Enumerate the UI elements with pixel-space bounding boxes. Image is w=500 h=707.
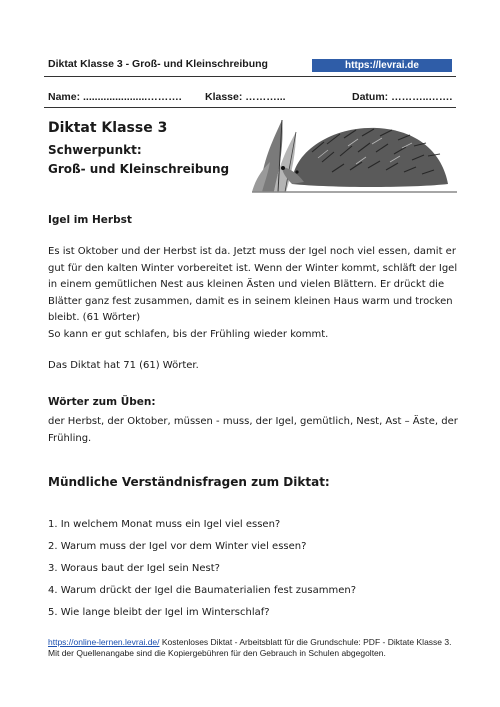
focus-label: Schwerpunkt: — [48, 143, 142, 157]
practice-heading: Wörter zum Üben: — [48, 396, 156, 408]
questions-heading: Mündliche Verständnisfragen zum Diktat: — [48, 475, 330, 489]
practice-line: Frühling. — [48, 432, 92, 444]
question-item: 5. Wie lange bleibt der Igel im Winterschlaf? — [48, 607, 270, 618]
practice-line: der Herbst, der Oktober, müssen - muss, der Igel, gemütlich, Nest, Ast – Äste, der — [48, 416, 458, 427]
focus-topic: Groß- und Kleinschreibung — [48, 162, 230, 176]
question-item: 1. In welchem Monat muss ein Igel viel essen? — [48, 519, 281, 530]
footer-note: Mit der Quellenangabe sind die Kopiergebühren für den Gebrauch in Schulen abgegolten. — [48, 648, 386, 658]
question-item: 2. Warum muss der Igel vor dem Winter viel essen? — [48, 541, 307, 552]
word-count: Das Diktat hat 71 (61) Wörter. — [48, 360, 199, 371]
document-title: Diktat Klasse 3 — [48, 120, 168, 136]
footer-link[interactable]: https://online-lernen.levrai.de/ — [48, 637, 160, 647]
story-line: Blätter ganz fest zusammen, damit es in seinem kleinen Haus warm und trocken — [48, 295, 453, 307]
name-field: Name: ......................………. — [48, 91, 182, 103]
story-heading: Igel im Herbst — [48, 214, 132, 226]
story-line: So kann er gut schlafen, bis der Frühling wieder kommt. — [48, 328, 329, 340]
story-line: in einem gemütlichen Nest aus kleinen Ästen und vielen Blättern. Er drückt die — [48, 279, 445, 290]
question-item: 3. Woraus baut der Igel sein Nest? — [48, 563, 220, 574]
story-text — [48, 244, 458, 343]
question-item: 4. Warum drückt der Igel die Baumaterialien fest zusammen? — [48, 585, 357, 596]
story-line: bleibt. (61 Wörter) — [48, 312, 141, 323]
footer-text: Kostenloses Diktat - Arbeitsblatt für die Grundschule: PDF - Diktate Klasse 3. — [159, 637, 452, 647]
header-title: Diktat Klasse 3 - Groß- und Kleinschreibung — [48, 58, 268, 70]
fields-divider — [44, 107, 456, 108]
class-field: Klasse: ………... — [205, 91, 286, 103]
header-url-link[interactable]: https://levrai.de — [312, 59, 452, 72]
hedgehog-illustration — [252, 112, 457, 197]
practice-words — [48, 414, 458, 447]
story-line: Es ist Oktober und der Herbst ist da. Jetzt muss der Igel noch viel essen, damit er — [48, 246, 456, 257]
header-divider — [44, 76, 456, 77]
date-field: Datum: ………..……. — [352, 91, 453, 103]
footer — [48, 637, 458, 659]
story-line: gut für den kalten Winter vorbereitet ist. Wenn der Winter kommt, schläft der Igel — [48, 262, 458, 274]
